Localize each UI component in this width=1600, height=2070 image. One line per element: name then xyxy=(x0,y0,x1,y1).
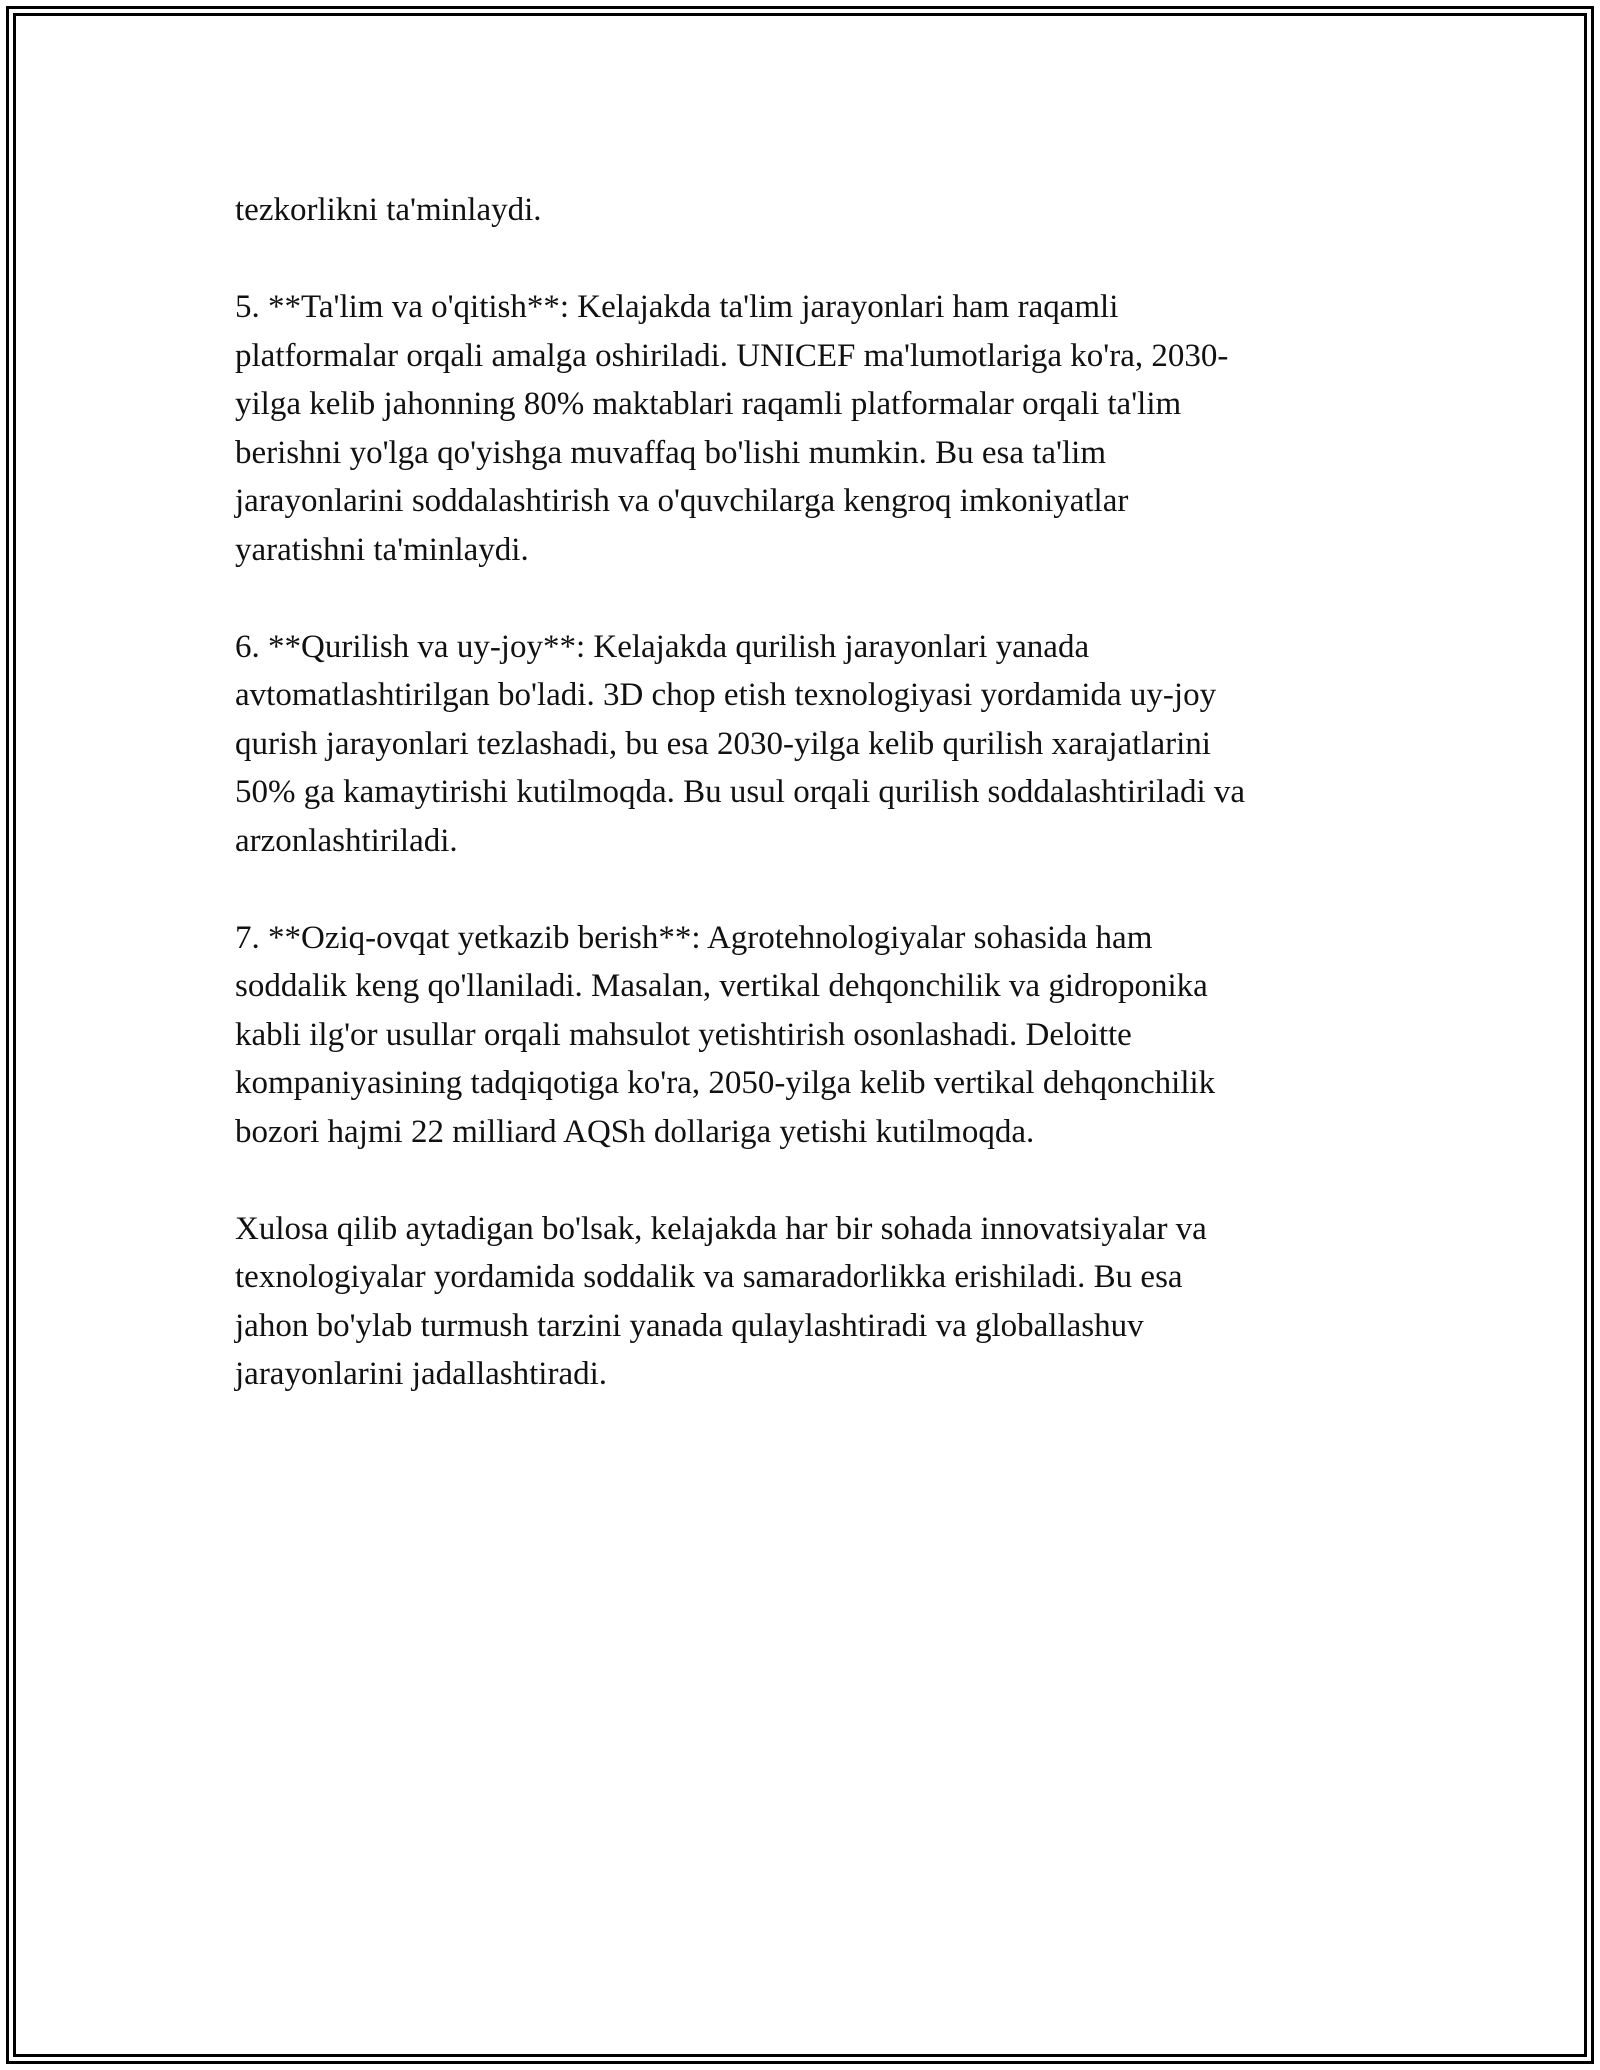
text-line: 7. **Oziq-ovqat yetkazib berish**: Agrotehnologiyalar sohasida ham xyxy=(235,919,1153,956)
text-line: qurish jarayonlari tezlashadi, bu esa 2030-yilga kelib qurilish xarajatlarini xyxy=(235,725,1211,762)
paragraph-item-6-construction xyxy=(235,623,1365,866)
text-line: 50% ga kamaytirishi kutilmoqda. Bu usul orqali qurilish soddalashtiriladi va xyxy=(235,774,1246,810)
paragraph-continuation xyxy=(235,186,1365,235)
text-line: berishni yo'lga qo'yishga muvaffaq bo'lishi mumkin. Bu esa ta'lim xyxy=(235,434,1106,471)
text-line: Xulosa qilib aytadigan bo'lsak, kelajakda har bir sohada innovatsiyalar va xyxy=(235,1210,1207,1247)
text-line: yaratishni ta'minlaydi. xyxy=(235,531,529,568)
text-line: 5. **Ta'lim va o'qitish**: Kelajakda ta'lim jarayonlari ham raqamli xyxy=(235,289,1119,325)
text-line: texnologiyalar yordamida soddalik va samaradorlikka erishiladi. Bu esa xyxy=(235,1259,1183,1295)
text-line: yilga kelib jahonning 80% maktablari raqamli platformalar orqali ta'lim xyxy=(235,386,1182,422)
document-body xyxy=(235,186,1365,1447)
paragraph-conclusion xyxy=(235,1205,1365,1399)
text-line: jarayonlarini jadallashtiradi. xyxy=(235,1356,608,1392)
text-line: 6. **Qurilish va uy-joy**: Kelajakda qurilish jarayonlari yanada xyxy=(235,628,1090,665)
text-line: bozori hajmi 22 milliard AQSh dollariga yetishi kutilmoqda. xyxy=(235,1113,1035,1150)
text-line: avtomatlashtirilgan bo'ladi. 3D chop etish texnologiyasi yordamida uy-joy xyxy=(235,677,1217,713)
text-line: jarayonlarini soddalashtirish va o'quvchilarga kengroq imkoniyatlar xyxy=(235,483,1129,519)
text-line: arzonlashtiriladi. xyxy=(235,822,458,859)
text-line: platformalar orqali amalga oshiriladi. UNICEF ma'lumotlariga ko'ra, 2030- xyxy=(235,337,1229,374)
text-line: jahon bo'ylab turmush tarzini yanada qulaylashtiradi va globallashuv xyxy=(235,1307,1144,1344)
paragraph-item-7-food-delivery xyxy=(235,914,1365,1157)
text-line: tezkorlikni ta'minlaydi. xyxy=(235,192,542,228)
text-line: kabli ilg'or usullar orqali mahsulot yetishtirish osonlashadi. Deloitte xyxy=(235,1016,1132,1053)
paragraph-item-5-education xyxy=(235,283,1365,574)
text-line: soddalik keng qo'llaniladi. Masalan, vertikal dehqonchilik va gidroponika xyxy=(235,968,1208,1004)
text-line: kompaniyasining tadqiqotiga ko'ra, 2050-yilga kelib vertikal dehqonchilik xyxy=(235,1065,1216,1101)
